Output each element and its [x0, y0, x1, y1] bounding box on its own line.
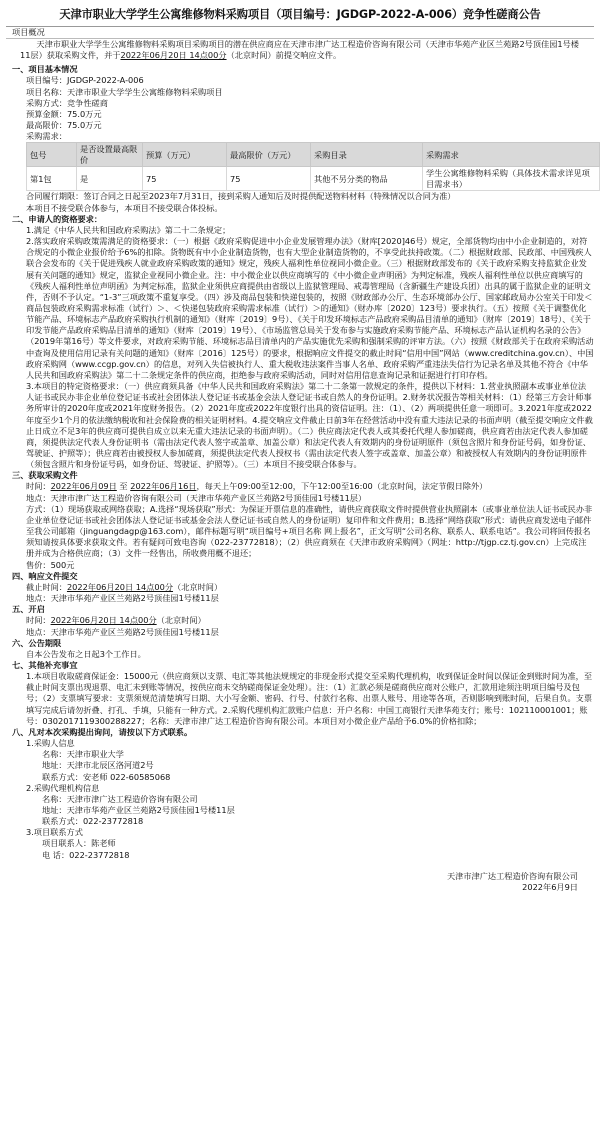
consortium-note: 本项目不接受联合体参与，本项目不接受联合体投标。 — [26, 202, 223, 213]
opening-time: 时间：2022年06月20日 14点00分（北京时间） — [26, 615, 206, 626]
purchaser-address: 地址：天津市北辰区洛河道2号 — [42, 760, 154, 771]
project-contact-phone: 电 话：022-23772818 — [42, 849, 130, 860]
overview-heading: 项目概况 — [6, 26, 594, 39]
purchaser-contact: 联系方式：安老师 022-60585068 — [42, 771, 171, 782]
purchaser-name: 名称：天津市职业大学 — [42, 749, 124, 760]
table-header: 包号 — [27, 143, 77, 167]
opening-place: 地点：天津市华苑产业区兰苑路2号顶佳园1号楼11层 — [26, 626, 219, 637]
qualification-3: 3.本项目的特定资格要求：（一）供应商须具备《中华人民共和国政府采购法》第二十二条第一款规定的条件，提供以下材料：1.营业执照副本或事业单位法人证书或民办非企业单位登记证书或社会团体法人登记证书或基金会法人登记证书或自然人的身份证明。2.财务状况报告等相关材料：（1）经第三方会计师事务所审计的2020年度或2021年度财务报告。（2）2021年度或2022年度银行出具的资信证明。注：（1）、（2）两项提供任意一项即可。3.2021年度或2022年度至少1个月的依法缴纳税收和社会保险费的相关证明材料。4.提交响应文件截止日前3年在经营活动中没有重大违法记录的书面声明（截至提交响应文件截止日成立不足3年的供应商可提供自成立以来无重大违法记录的书面声明）。（二）供应商法定代表人或其委托代理人参加磋商，供应商若由法定代表人参加磋商，须提供法定代表人身份证明书（需由法定代表人签字或盖章、加盖公章）和法定代表人有效期内的身份证明原件（须包含照片和身份证号码，如身份证、驾驶证、护照等）；供应商若由被授权人参加磋商，须提供法定代表人授权书（需由法定代表人签字或盖章、加盖公章）和被授权人有效期内的身份证明原件（须包含照片和身份证号码，如身份证、驾驶证、护照等）。（三）本项目不接受联合体参与。 — [26, 381, 593, 470]
table-cell: 第1包 — [27, 167, 77, 191]
submission-place: 地点：天津市华苑产业区兰苑路2号顶佳园1号楼11层 — [26, 593, 219, 604]
qualification-1: 1.满足《中华人民共和国政府采购法》第二十二条规定； — [26, 224, 231, 235]
agency-contact: 联系方式：022-23772818 — [42, 816, 144, 827]
section4-heading: 四、响应文件提交 — [12, 570, 78, 581]
project-contact-person: 项目联系人：陈老师 — [42, 838, 116, 849]
obtain-method: 方式：（1）现场获取或网络获取；A.选择“现场获取”形式：为保证开票信息的准确性，请供应商获取文件时提供营业执照副本（或事业单位法人证书或民办非企业单位登记证书或社会团体法人登记证书或基金会法人登记证书或自然人的身份证明）复印件和文件费用；B.选择“网络获取”形式：请供应商发送电子邮件至我公司邮箱（jinguangdagp@163.com），邮件标题写明“项目编号+项目名称 网上报名”，正文写明“公司名称、联系人、联系电话”。我公司将回传报名须知请按具体要求获取文件。若有疑问可致电咨询（022-23772818）；（2）供应商须在《天津市政府采购网》（网址：http://tjgp.cz.tj.gov.cn）上完成注册并成为合格供应商；（3）文件一经售出，所收费用概不退还； — [26, 503, 593, 559]
agency-address: 地址：天津市华苑产业区兰苑路2号顶佳园1号楼11层 — [42, 805, 235, 815]
supplementary-matters: 1.本项目收取磋商保证金：15000元（供应商须以支票、电汇等其他法规规定的非现金形式提交至采购代理机构，收到保证金时间以保证金到账时间为准，至截止时间支票出现退票、电汇未到账等情况，按供应商未交纳磋商保证金处理）。注：（1）汇款必须是磋商供应商对公账户，汇款用途须注明项目编号及包号；（2）支票填写要求：支票须规范清楚填写日期、大小写金额、密码、行号、付款行名称、出票人账号、用途等各项，否则影响到账时间，后果自负。支票填写完成后请勿折叠、打孔、手填，只能有一种方式。2.采购代理机构汇款账户信息：开户名称：中国工商银行天津华苑支行；账号：102110001001；账号：0302017119300288227；名称：天津市津广达工程造价咨询有限公司。本项目对小微企业产品给予6.0%的价格扣除； — [26, 671, 593, 726]
obtain-place: 地点：天津市津广达工程造价咨询有限公司（天津市华苑产业区兰苑路2号顶佳园1号楼11层） — [26, 492, 367, 503]
section5-heading: 五、开启 — [12, 604, 45, 615]
overview-deadline: 2022年06月20日 14点00分 — [120, 50, 227, 61]
procurement-method: 采购方式：竞争性磋商 — [26, 97, 108, 108]
requirement-table — [26, 142, 600, 191]
contract-period: 合同履行期限：签订合同之日起至2023年7月31日，接到采购人通知后及时提供配送物料材料（特殊情况以合同为准） — [26, 191, 456, 202]
agency-info-title: 2.采购代理机构信息 — [26, 782, 100, 793]
section7-heading: 七、其他补充事宜 — [12, 659, 78, 670]
table-row — [27, 167, 600, 191]
page-title: 天津市职业大学学生公寓维修物料采购项目（项目编号：JGDGP-2022-A-006）竞争性磋商公告 — [59, 8, 541, 21]
agency-name: 名称：天津市津广达工程造价咨询有限公司 — [42, 793, 198, 804]
table-cell: 75 — [227, 167, 311, 191]
table-header: 预算（万元） — [143, 143, 227, 167]
table-cell: 75 — [143, 167, 227, 191]
requirement-label: 采购需求： — [26, 131, 67, 142]
table-header: 是否设置最高限价 — [77, 143, 143, 167]
project-number: 项目编号：JGDGP-2022-A-006 — [26, 75, 144, 86]
section1-heading: 一、项目基本情况 — [12, 64, 78, 75]
signature-date: 2022年6月9日 — [522, 881, 578, 892]
section6-heading: 六、公告期限 — [12, 637, 62, 648]
project-contact-title: 3.项目联系方式 — [26, 827, 83, 838]
announcement-period: 自本公告发布之日起3个工作日。 — [26, 648, 146, 659]
table-header: 采购需求 — [423, 143, 600, 167]
table-cell: 是 — [77, 167, 143, 191]
project-name: 项目名称：天津市职业大学学生公寓维修物料采购项目 — [26, 86, 223, 97]
overview-text: 天津市职业大学学生公寓维修物料采购项目采购项目的潜在供应商应在天津市津广达工程造价咨询有限公司（天津市华苑产业区兰苑路2号顶佳园1号楼11层）获取采购文件，并于2022年06月20日 14点00分（北京时间）前提交响应文件。 — [20, 39, 579, 61]
obtain-time: 时间：2022年06月09日 至 2022年06月16日，每天上午09:00至12:00，下午12:00至16:00（北京时间，法定节假日除外） — [26, 481, 488, 492]
purchaser-info-title: 1.采购人信息 — [26, 738, 75, 749]
table-header: 采购目录 — [311, 143, 423, 167]
section2-heading: 二、申请人的资格要求： — [12, 213, 103, 224]
table-cell: 其他不另分类的物品 — [311, 167, 423, 191]
section3-heading: 三、获取采购文件 — [12, 470, 78, 481]
table-cell: 学生公寓维修物料采购（具体技术需求详见项目需求书） — [423, 167, 600, 191]
budget-amount: 预算金额：75.0万元 — [26, 108, 102, 119]
section8-heading: 八、凡对本次采购提出询问，请按以下方式联系。 — [12, 726, 193, 737]
document-price: 售价：500元 — [26, 559, 75, 570]
table-header-row — [27, 143, 600, 167]
signature-org: 天津市津广达工程造价咨询有限公司 — [446, 870, 578, 881]
table-header: 最高限价（万元） — [227, 143, 311, 167]
qualification-2: 2.落实政府采购政策需满足的资格要求：（一）根据《政府采购促进中小企业发展管理办法》（财库[2020]46号）规定，全部货物均由中小企业制造的，对符合规定的小微企业报价给予6%的扣除。货物既有中小企业制造货物，也有大型企业制造货物的，不享受此扶持政策。（二）根据财政部、民政部、中国残疾人联合会发布的《关于促进残疾人就业政府采购政策的通知》规定，残疾人福利性单位视同小微企业。（三）根据财政部发布的《关于政府采购支持监狱企业发展有关问题的通知》规定，监狱企业视同小微企业。注：中小微企业以供应商填写的《中小微企业声明函》为判定标准，残疾人福利性单位以供应商填写的《残疾人福利性单位声明函》为判定标准，监狱企业须供应商提供由省级以上监狱管理局、戒毒管理局（含新疆生产建设兵团）出具的属于监狱企业的证明文件，否则不予认定。“1-3”三项政策不重复享受。（四）涉及商品包装和快递包装的，按照《财政部办公厅、生态环境部办公厅、国家邮政局办公室关于印发＜商品包装政府采购需求标准（试行）＞、＜快递包装政府采购需求标准（试行）＞的通知》（财办库〔2020〕123号）要求执行。（五）按照《关于调整优化节能产品、环境标志产品政府采购执行机制的通知》（财库〔2019〕9号）、《关于印发环境标志产品政府采购品目清单的通知》（财库〔2019〕18号）、《关于印发节能产品政府采购品目清单的通知》（财库〔2019〕19号）、《市场监管总局关于发布参与实施政府采购节能产品、环境标志产品认证机构名录的公告》（2019年第16号）等文件要求，对政府采购节能、环境标志品目清单内的产品实施优先采购和强制采购的评审方法。（六）按照《财政部关于在政府采购活动中查询及使用信用记录有关问题的通知》（财库〔2016〕125号）的要求，根据响应文件提交的截止时间“信用中国”网站（www.creditchina.gov.cn）、中国政府采购网（www.ccgp.gov.cn）的信息，对列入失信被执行人、重大税收违法案件当事人名单、政府采购严重违法失信行为记录名单及其他不符合《中华人民共和国政府采购法》第二十二条规定条件的供应商，拒绝参与政府采购活动，同时对信用信息查询记录和证据进行打印存档。 — [26, 236, 594, 380]
max-price: 最高限价：75.0万元 — [26, 120, 102, 131]
submission-deadline: 截止时间：2022年06月20日 14点00分（北京时间） — [26, 581, 223, 592]
